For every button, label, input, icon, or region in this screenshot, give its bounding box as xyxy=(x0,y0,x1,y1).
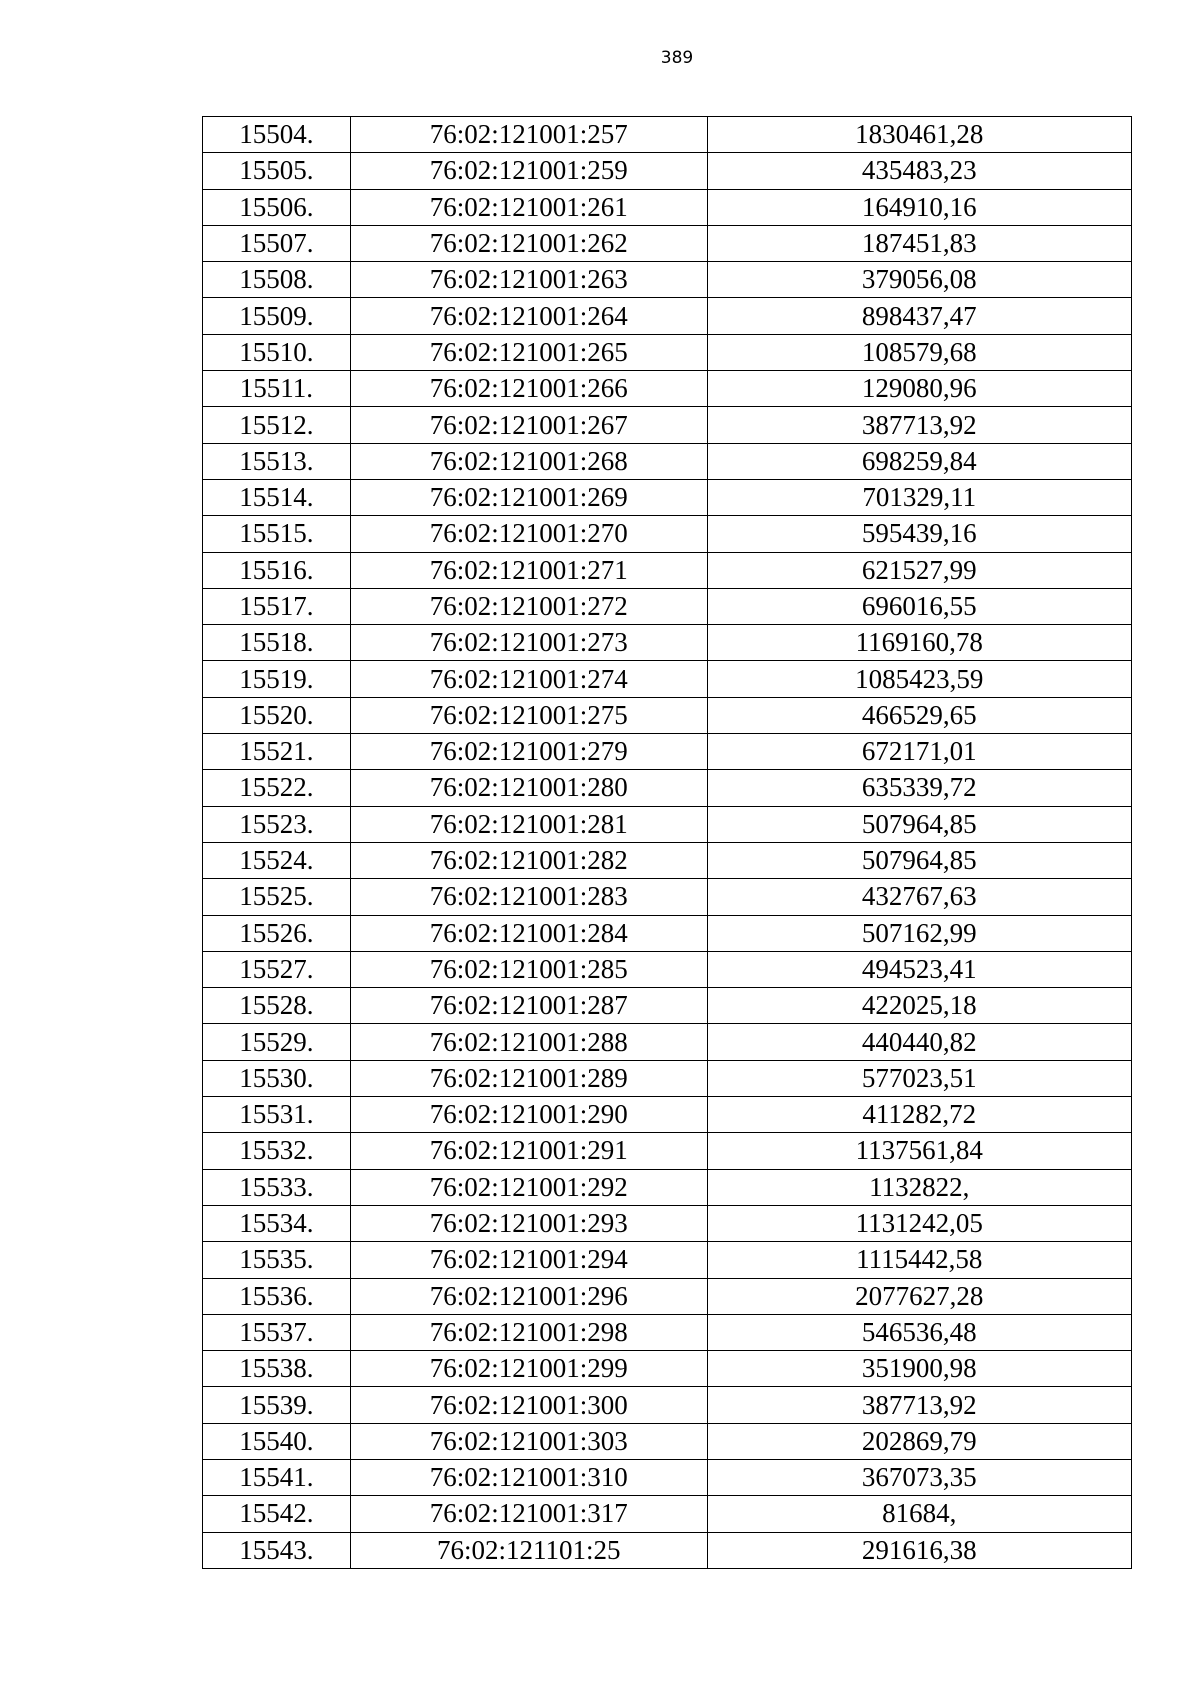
cadastral-value-cell: 466529,65 xyxy=(707,697,1131,733)
table-row xyxy=(203,1351,1132,1387)
table-row xyxy=(203,842,1132,878)
row-number-cell: 15518. xyxy=(203,625,351,661)
table-row xyxy=(203,552,1132,588)
row-number-cell: 15543. xyxy=(203,1532,351,1568)
cadastral-number-cell: 76:02:121001:259 xyxy=(350,153,707,189)
cadastral-number-cell: 76:02:121001:257 xyxy=(350,117,707,153)
table-row xyxy=(203,153,1132,189)
table-row xyxy=(203,1133,1132,1169)
table-row xyxy=(203,334,1132,370)
table-row xyxy=(203,298,1132,334)
cadastral-number-cell: 76:02:121001:268 xyxy=(350,443,707,479)
cadastral-number-cell: 76:02:121001:310 xyxy=(350,1459,707,1495)
cadastral-number-cell: 76:02:121001:293 xyxy=(350,1205,707,1241)
row-number-cell: 15519. xyxy=(203,661,351,697)
cadastral-value-cell: 507162,99 xyxy=(707,915,1131,951)
cadastral-value-cell: 387713,92 xyxy=(707,1387,1131,1423)
cadastral-number-cell: 76:02:121001:269 xyxy=(350,479,707,515)
cadastral-number-cell: 76:02:121001:264 xyxy=(350,298,707,334)
cadastral-value-cell: 577023,51 xyxy=(707,1060,1131,1096)
cadastral-number-cell: 76:02:121001:298 xyxy=(350,1314,707,1350)
cadastral-value-cell: 411282,72 xyxy=(707,1097,1131,1133)
table-row xyxy=(203,262,1132,298)
row-number-cell: 15541. xyxy=(203,1459,351,1495)
cadastral-value-cell: 432767,63 xyxy=(707,879,1131,915)
row-number-cell: 15520. xyxy=(203,697,351,733)
row-number-cell: 15536. xyxy=(203,1278,351,1314)
cadastral-value-cell: 698259,84 xyxy=(707,443,1131,479)
cadastral-number-cell: 76:02:121001:317 xyxy=(350,1496,707,1532)
table-row xyxy=(203,988,1132,1024)
cadastral-number-cell: 76:02:121001:303 xyxy=(350,1423,707,1459)
cadastral-value-cell: 164910,16 xyxy=(707,189,1131,225)
cadastral-number-cell: 76:02:121001:267 xyxy=(350,407,707,443)
cadastral-value-cell: 635339,72 xyxy=(707,770,1131,806)
cadastral-value-cell: 435483,23 xyxy=(707,153,1131,189)
cadastral-value-cell: 494523,41 xyxy=(707,951,1131,987)
table-row xyxy=(203,588,1132,624)
row-number-cell: 15542. xyxy=(203,1496,351,1532)
cadastral-number-cell: 76:02:121001:274 xyxy=(350,661,707,697)
row-number-cell: 15532. xyxy=(203,1133,351,1169)
cadastral-value-cell: 351900,98 xyxy=(707,1351,1131,1387)
cadastral-value-cell: 672171,01 xyxy=(707,734,1131,770)
cadastral-number-cell: 76:02:121101:25 xyxy=(350,1532,707,1568)
cadastral-number-cell: 76:02:121001:292 xyxy=(350,1169,707,1205)
cadastral-number-cell: 76:02:121001:275 xyxy=(350,697,707,733)
row-number-cell: 15537. xyxy=(203,1314,351,1350)
cadastral-value-cell: 507964,85 xyxy=(707,806,1131,842)
cadastral-value-cell: 595439,16 xyxy=(707,516,1131,552)
table-row xyxy=(203,1314,1132,1350)
row-number-cell: 15504. xyxy=(203,117,351,153)
cadastral-number-cell: 76:02:121001:285 xyxy=(350,951,707,987)
table-row xyxy=(203,479,1132,515)
cadastral-value-cell: 108579,68 xyxy=(707,334,1131,370)
row-number-cell: 15514. xyxy=(203,479,351,515)
row-number-cell: 15531. xyxy=(203,1097,351,1133)
row-number-cell: 15522. xyxy=(203,770,351,806)
row-number-cell: 15539. xyxy=(203,1387,351,1423)
cadastral-value-cell: 291616,38 xyxy=(707,1532,1131,1568)
cadastral-value-cell: 379056,08 xyxy=(707,262,1131,298)
cadastral-number-cell: 76:02:121001:280 xyxy=(350,770,707,806)
cadastral-value-cell: 1169160,78 xyxy=(707,625,1131,661)
table-row xyxy=(203,734,1132,770)
row-number-cell: 15524. xyxy=(203,842,351,878)
cadastral-value-cell: 387713,92 xyxy=(707,407,1131,443)
cadastral-value-cell: 1132822, xyxy=(707,1169,1131,1205)
table-row xyxy=(203,697,1132,733)
row-number-cell: 15516. xyxy=(203,552,351,588)
cadastral-number-cell: 76:02:121001:288 xyxy=(350,1024,707,1060)
cadastral-number-cell: 76:02:121001:270 xyxy=(350,516,707,552)
cadastral-value-cell: 1137561,84 xyxy=(707,1133,1131,1169)
cadastral-number-cell: 76:02:121001:263 xyxy=(350,262,707,298)
row-number-cell: 15507. xyxy=(203,225,351,261)
cadastral-value-cell: 507964,85 xyxy=(707,842,1131,878)
row-number-cell: 15529. xyxy=(203,1024,351,1060)
row-number-cell: 15540. xyxy=(203,1423,351,1459)
table-row xyxy=(203,407,1132,443)
cadastral-number-cell: 76:02:121001:261 xyxy=(350,189,707,225)
row-number-cell: 15534. xyxy=(203,1205,351,1241)
table-row xyxy=(203,1496,1132,1532)
row-number-cell: 15506. xyxy=(203,189,351,225)
cadastral-value-cell: 701329,11 xyxy=(707,479,1131,515)
row-number-cell: 15508. xyxy=(203,262,351,298)
row-number-cell: 15509. xyxy=(203,298,351,334)
cadastral-value-cell: 440440,82 xyxy=(707,1024,1131,1060)
cadastral-value-cell: 1830461,28 xyxy=(707,117,1131,153)
cadastral-value-cell: 696016,55 xyxy=(707,588,1131,624)
table-row xyxy=(203,1423,1132,1459)
cadastral-number-cell: 76:02:121001:272 xyxy=(350,588,707,624)
row-number-cell: 15530. xyxy=(203,1060,351,1096)
table-row xyxy=(203,1097,1132,1133)
row-number-cell: 15528. xyxy=(203,988,351,1024)
table-row xyxy=(203,879,1132,915)
cadastral-number-cell: 76:02:121001:287 xyxy=(350,988,707,1024)
table-row xyxy=(203,516,1132,552)
row-number-cell: 15512. xyxy=(203,407,351,443)
table-row xyxy=(203,915,1132,951)
cadastral-value-table xyxy=(202,116,1132,1569)
cadastral-number-cell: 76:02:121001:289 xyxy=(350,1060,707,1096)
table-row xyxy=(203,225,1132,261)
cadastral-number-cell: 76:02:121001:290 xyxy=(350,1097,707,1133)
table-row xyxy=(203,770,1132,806)
cadastral-number-cell: 76:02:121001:282 xyxy=(350,842,707,878)
cadastral-number-cell: 76:02:121001:296 xyxy=(350,1278,707,1314)
row-number-cell: 15521. xyxy=(203,734,351,770)
cadastral-value-cell: 2077627,28 xyxy=(707,1278,1131,1314)
row-number-cell: 15511. xyxy=(203,371,351,407)
cadastral-number-cell: 76:02:121001:283 xyxy=(350,879,707,915)
table-row xyxy=(203,1387,1132,1423)
cadastral-value-cell: 129080,96 xyxy=(707,371,1131,407)
cadastral-number-cell: 76:02:121001:273 xyxy=(350,625,707,661)
table-row xyxy=(203,806,1132,842)
row-number-cell: 15515. xyxy=(203,516,351,552)
cadastral-value-cell: 898437,47 xyxy=(707,298,1131,334)
cadastral-value-cell: 367073,35 xyxy=(707,1459,1131,1495)
table-row xyxy=(203,951,1132,987)
cadastral-value-cell: 546536,48 xyxy=(707,1314,1131,1350)
cadastral-number-cell: 76:02:121001:262 xyxy=(350,225,707,261)
table-row xyxy=(203,1205,1132,1241)
cadastral-number-cell: 76:02:121001:291 xyxy=(350,1133,707,1169)
cadastral-number-cell: 76:02:121001:266 xyxy=(350,371,707,407)
cadastral-value-cell: 1131242,05 xyxy=(707,1205,1131,1241)
table-row xyxy=(203,1242,1132,1278)
table-row xyxy=(203,1024,1132,1060)
row-number-cell: 15526. xyxy=(203,915,351,951)
cadastral-value-cell: 187451,83 xyxy=(707,225,1131,261)
cadastral-value-cell: 1085423,59 xyxy=(707,661,1131,697)
row-number-cell: 15535. xyxy=(203,1242,351,1278)
cadastral-value-cell: 81684, xyxy=(707,1496,1131,1532)
row-number-cell: 15510. xyxy=(203,334,351,370)
row-number-cell: 15513. xyxy=(203,443,351,479)
table-row xyxy=(203,371,1132,407)
page-number: 389 xyxy=(660,48,694,68)
table-row xyxy=(203,1278,1132,1314)
cadastral-number-cell: 76:02:121001:271 xyxy=(350,552,707,588)
cadastral-value-cell: 422025,18 xyxy=(707,988,1131,1024)
cadastral-number-cell: 76:02:121001:294 xyxy=(350,1242,707,1278)
row-number-cell: 15533. xyxy=(203,1169,351,1205)
table-row xyxy=(203,1060,1132,1096)
row-number-cell: 15538. xyxy=(203,1351,351,1387)
cadastral-value-cell: 621527,99 xyxy=(707,552,1131,588)
row-number-cell: 15505. xyxy=(203,153,351,189)
row-number-cell: 15517. xyxy=(203,588,351,624)
cadastral-number-cell: 76:02:121001:300 xyxy=(350,1387,707,1423)
cadastral-number-cell: 76:02:121001:265 xyxy=(350,334,707,370)
table-row xyxy=(203,189,1132,225)
row-number-cell: 15523. xyxy=(203,806,351,842)
cadastral-number-cell: 76:02:121001:299 xyxy=(350,1351,707,1387)
cadastral-value-cell: 1115442,58 xyxy=(707,1242,1131,1278)
table-body xyxy=(203,117,1132,1569)
cadastral-value-cell: 202869,79 xyxy=(707,1423,1131,1459)
table-row xyxy=(203,1459,1132,1495)
table-row xyxy=(203,117,1132,153)
table-row xyxy=(203,1169,1132,1205)
table-row xyxy=(203,625,1132,661)
cadastral-number-cell: 76:02:121001:281 xyxy=(350,806,707,842)
cadastral-number-cell: 76:02:121001:279 xyxy=(350,734,707,770)
row-number-cell: 15527. xyxy=(203,951,351,987)
table-row xyxy=(203,443,1132,479)
cadastral-number-cell: 76:02:121001:284 xyxy=(350,915,707,951)
row-number-cell: 15525. xyxy=(203,879,351,915)
table-row xyxy=(203,1532,1132,1568)
table-row xyxy=(203,661,1132,697)
